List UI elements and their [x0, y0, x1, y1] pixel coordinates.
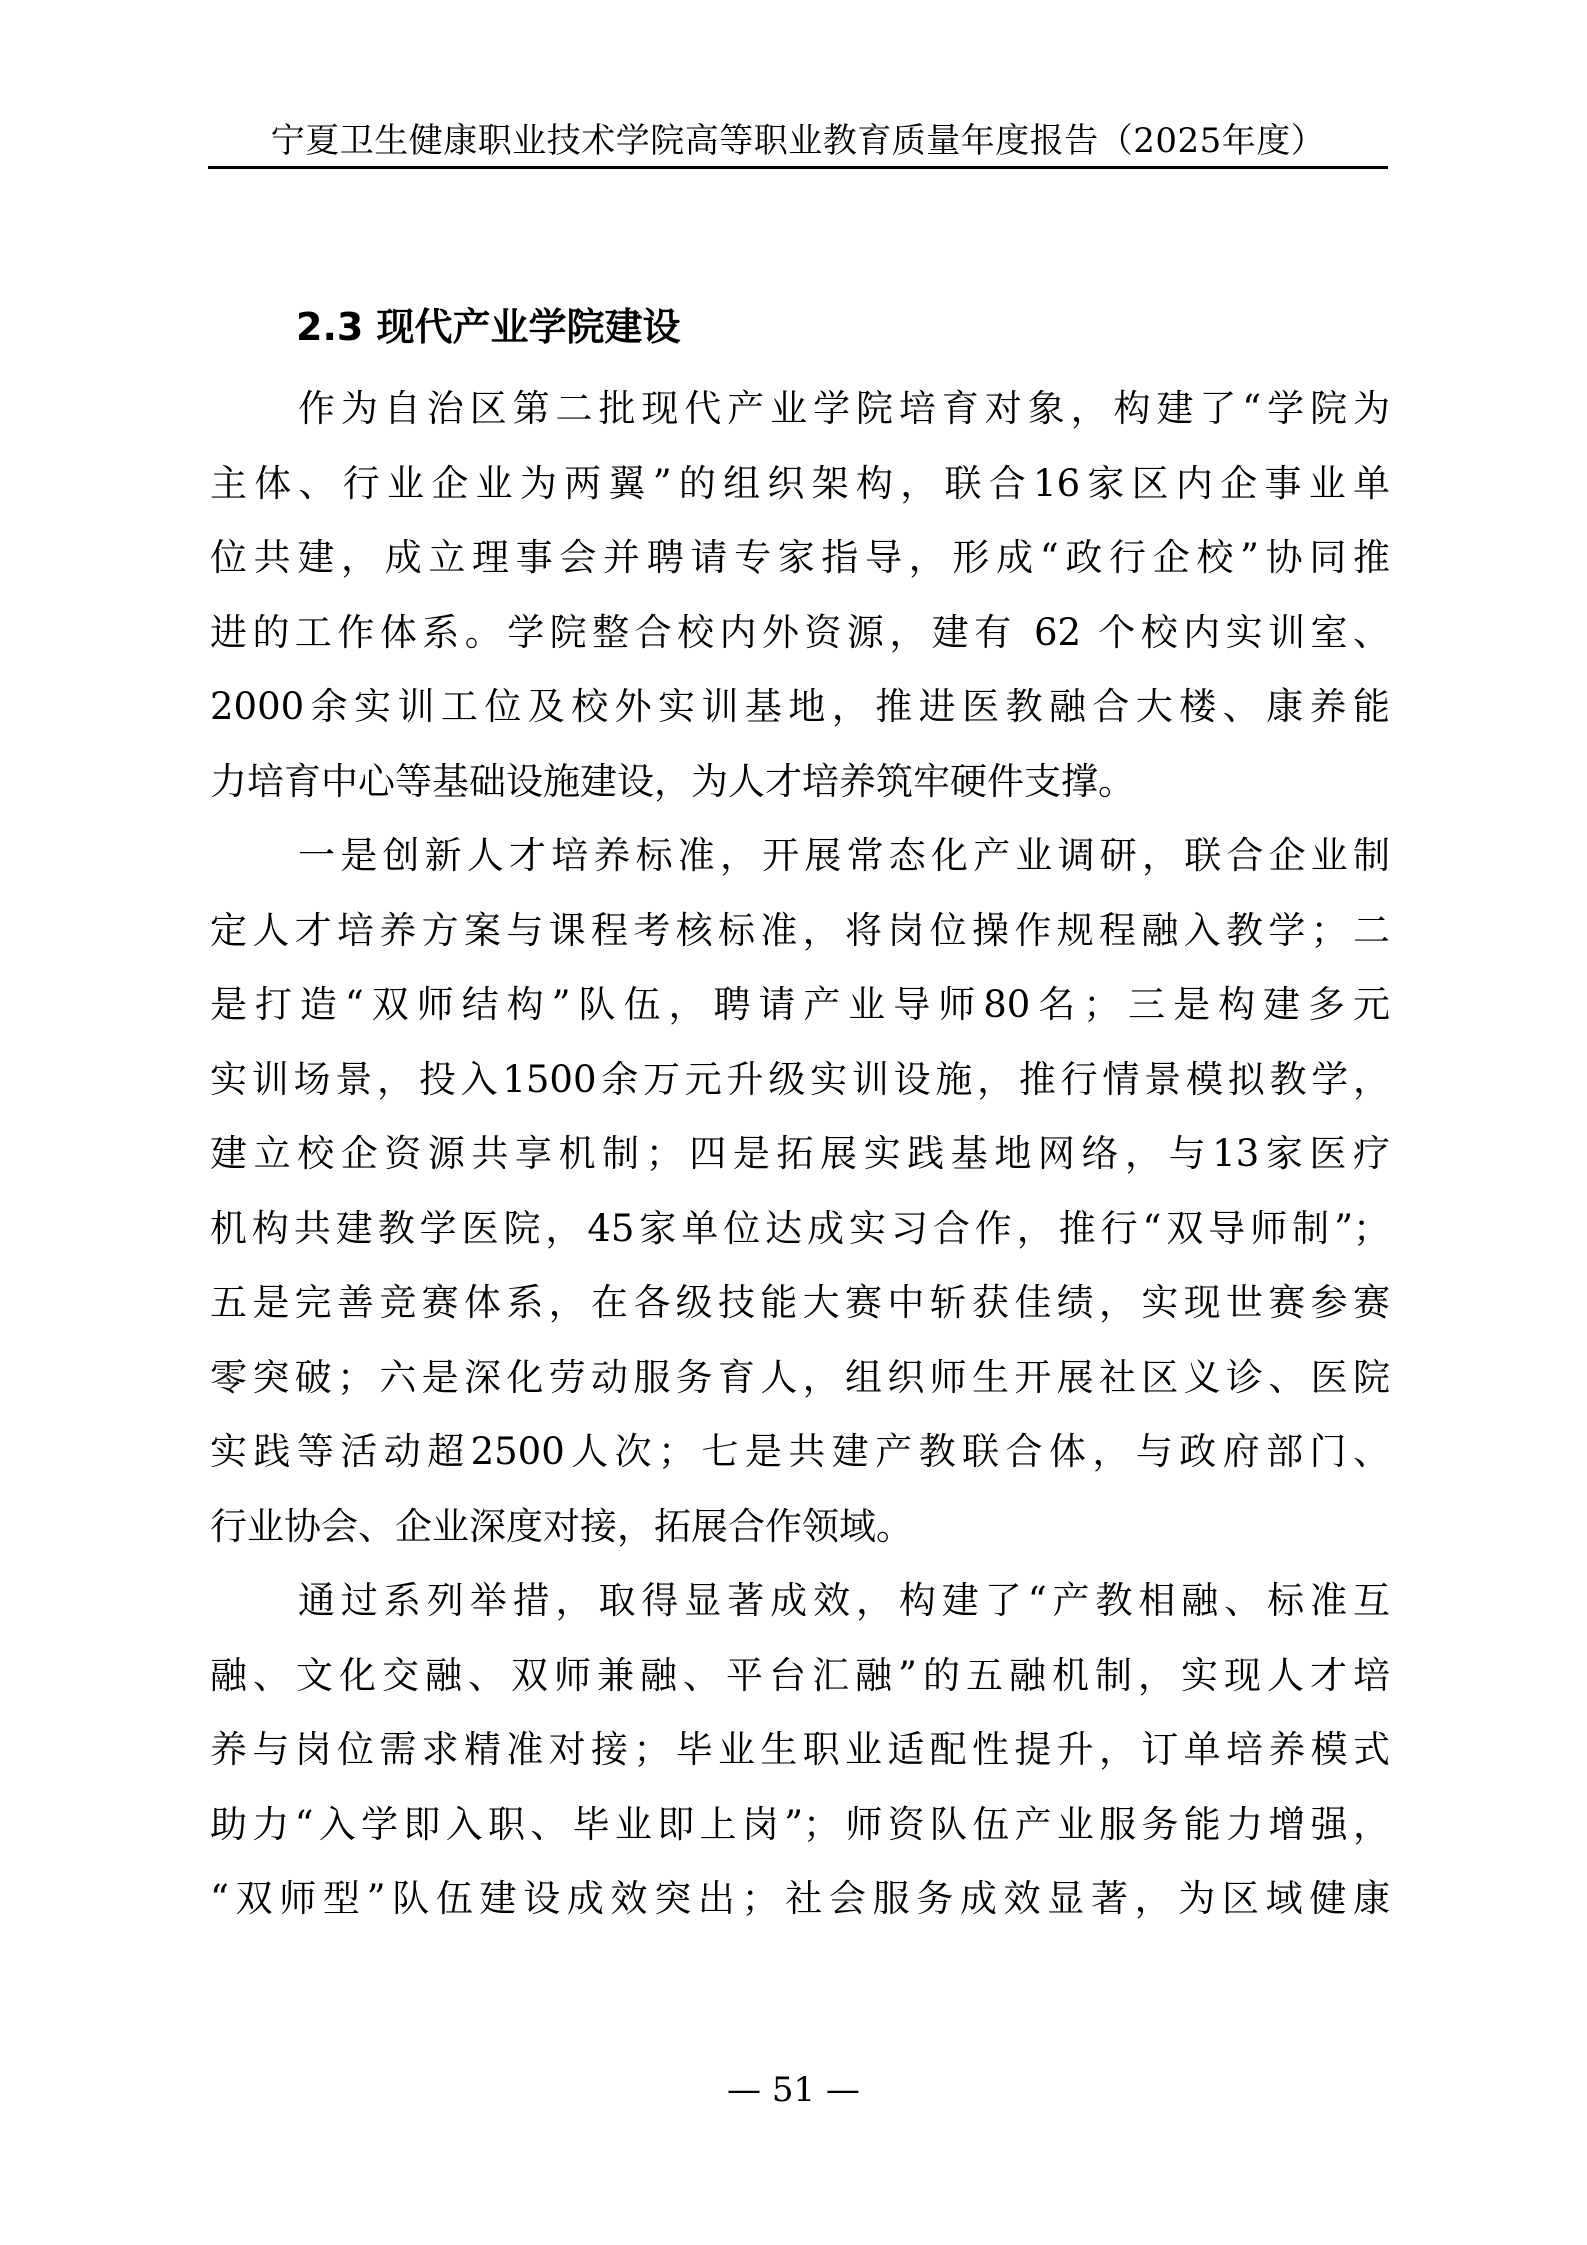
paragraph-1-line: 力培育中心等基础设施建设，为人才培养筑牢硬件支撑。 [210, 759, 1135, 803]
paragraph-3-line: 养与岗位需求精准对接；毕业生职业适配性提升，订单培养模式 [210, 1728, 1390, 1771]
paragraph-2-line: 一是创新人才培养标准，开展常态化产业调研，联合企业制 [298, 834, 1390, 877]
paragraph-1-line: 进的工作体系。学院整合校内外资源，建有 62 个校内实训室、 [210, 610, 1390, 654]
section-heading: 2.3 现代产业学院建设 [296, 305, 681, 349]
page-number: — 51 — [727, 2070, 860, 2110]
paragraph-3-line: 通过系列举措，取得显著成效，构建了“产教相融、标准互 [298, 1579, 1390, 1622]
paragraph-3-line: “双师型”队伍建设成效突出；社会服务成效显著，为区域健康 [210, 1877, 1390, 1920]
paragraph-2-line: 五是完善竞赛体系，在各级技能大赛中斩获佳绩，实现世赛参赛 [210, 1281, 1390, 1324]
body-text [210, 372, 1390, 1937]
paragraph-2-line: 零突破；六是深化劳动服务育人，组织师生开展社区义诊、医院 [210, 1355, 1390, 1399]
paragraph-2-line: 是打造“双师结构”队伍，聘请产业导师80名；三是构建多元 [210, 983, 1390, 1026]
paragraph-3-line: 融、文化交融、双师兼融、平台汇融”的五融机制，实现人才培 [210, 1653, 1390, 1697]
paragraph-1-line: 2000余实训工位及校外实训基地，推进医教融合大楼、康养能 [210, 685, 1390, 728]
paragraph-2-line: 机构共建教学医院，45家单位达成实习合作，推行“双导师制”； [210, 1206, 1390, 1250]
paragraph-2-line: 实训场景，投入1500余万元升级实训设施，推行情景模拟教学， [210, 1057, 1390, 1101]
running-header-title: 宁夏卫生健康职业技术学院高等职业教育质量年度报告（2025年度） [270, 120, 1326, 161]
paragraph-2-line: 定人才培养方案与课程考核标准，将岗位操作规程融入教学；二 [210, 908, 1390, 952]
header-rule [208, 166, 1388, 169]
paragraph-2-line: 建立校企资源共享机制；四是拓展实践基地网络，与13家医疗 [210, 1132, 1390, 1175]
paragraph-1-line: 主体、行业企业为两翼”的组织架构，联合16家区内企事业单 [210, 461, 1390, 505]
paragraph-2-line: 实践等活动超2500人次；七是共建产教联合体，与政府部门、 [210, 1430, 1390, 1473]
paragraph-1-line: 位共建，成立理事会并聘请专家指导，形成“政行企校”协同推 [210, 536, 1390, 579]
paragraph-3-line: 助力“入学即入职、毕业即上岗”；师资队伍产业服务能力增强， [210, 1802, 1390, 1846]
paragraph-2-line: 行业协会、企业深度对接，拓展合作领域。 [210, 1504, 913, 1548]
paragraph-1-line: 作为自治区第二批现代产业学院培育对象，构建了“学院为 [298, 387, 1390, 430]
running-header [208, 108, 1388, 166]
